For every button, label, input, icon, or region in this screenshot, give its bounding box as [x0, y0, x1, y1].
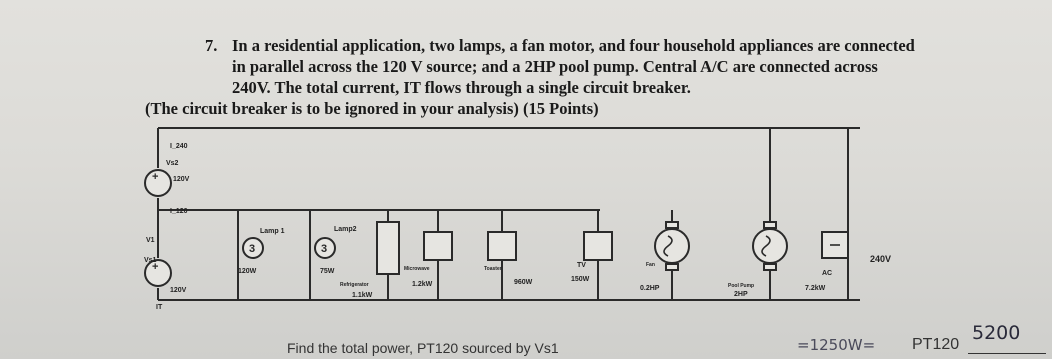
- fan-top-tab: [666, 222, 678, 228]
- label-micro: Microwave: [404, 266, 430, 272]
- handwritten-answer: 5200: [972, 322, 1021, 344]
- label-v120a: 120V: [173, 176, 190, 183]
- handwritten-work: =1250W=: [797, 336, 876, 354]
- fridge-box: [377, 222, 399, 274]
- label-w150: 150W: [571, 276, 590, 283]
- label-fan: Fan: [646, 262, 655, 268]
- svg-text:3: 3: [321, 243, 328, 255]
- micro-box: [424, 232, 452, 260]
- label-pool: Pool Pump: [728, 283, 755, 289]
- label-ac: AC: [822, 270, 833, 277]
- label-w960: 960W: [514, 279, 533, 286]
- find-instruction: Find the total power, PT120 sourced by Vs1: [287, 340, 559, 356]
- label-it: IT: [156, 304, 163, 311]
- label-i120: I_120: [170, 208, 188, 215]
- pool-bottom-tab: [764, 264, 776, 270]
- svg-text:+: +: [152, 261, 159, 273]
- label-tv: TV: [577, 262, 586, 269]
- label-vs1: Vs1: [144, 257, 157, 264]
- label-fridge: Refrigerator: [340, 282, 369, 288]
- label-lamp2: Lamp2: [334, 226, 357, 233]
- label-kw11: 1.1kW: [352, 292, 373, 299]
- question-line-1: In a residential application, two lamps, a fan motor, and four household appliances are connected: [232, 36, 915, 55]
- pool-motor: [753, 229, 787, 263]
- fan-motor: [655, 229, 689, 263]
- label-kw12: 1.2kW: [412, 281, 433, 288]
- label-v120b: 120V: [170, 287, 187, 294]
- label-lamp1: Lamp 1: [260, 228, 285, 235]
- label-toaster: Toaster: [484, 266, 502, 272]
- label-kw72: 7.2kW: [805, 285, 826, 292]
- label-v1: V1: [146, 237, 155, 244]
- pool-top-tab: [764, 222, 776, 228]
- label-i240: I_240: [170, 143, 188, 150]
- question-line-3: 240V. The total current, IT flows through a single circuit breaker.: [232, 78, 691, 97]
- question-line-4: (The circuit breaker is to be ignored in your analysis) (15 Points): [145, 99, 599, 118]
- label-vs2: Vs2: [166, 160, 179, 167]
- question-number: 7.: [205, 36, 218, 55]
- tv-box: [584, 232, 612, 260]
- toaster-box: [488, 232, 516, 260]
- label-hp02: 0.2HP: [640, 285, 660, 292]
- label-w75: 75W: [320, 268, 335, 275]
- svg-text:3: 3: [249, 243, 256, 255]
- answer-underline: [968, 353, 1046, 354]
- label-hp2: 2HP: [734, 291, 748, 298]
- label-w120: 120W: [238, 268, 257, 275]
- fan-bottom-tab: [666, 264, 678, 270]
- pt120-label: PT120: [912, 336, 960, 353]
- question-line-2: in parallel across the 120 V source; and a 2HP pool pump. Central A/C are connected across: [232, 57, 878, 76]
- svg-text:+: +: [152, 171, 159, 183]
- label-v240: 240V: [870, 254, 892, 264]
